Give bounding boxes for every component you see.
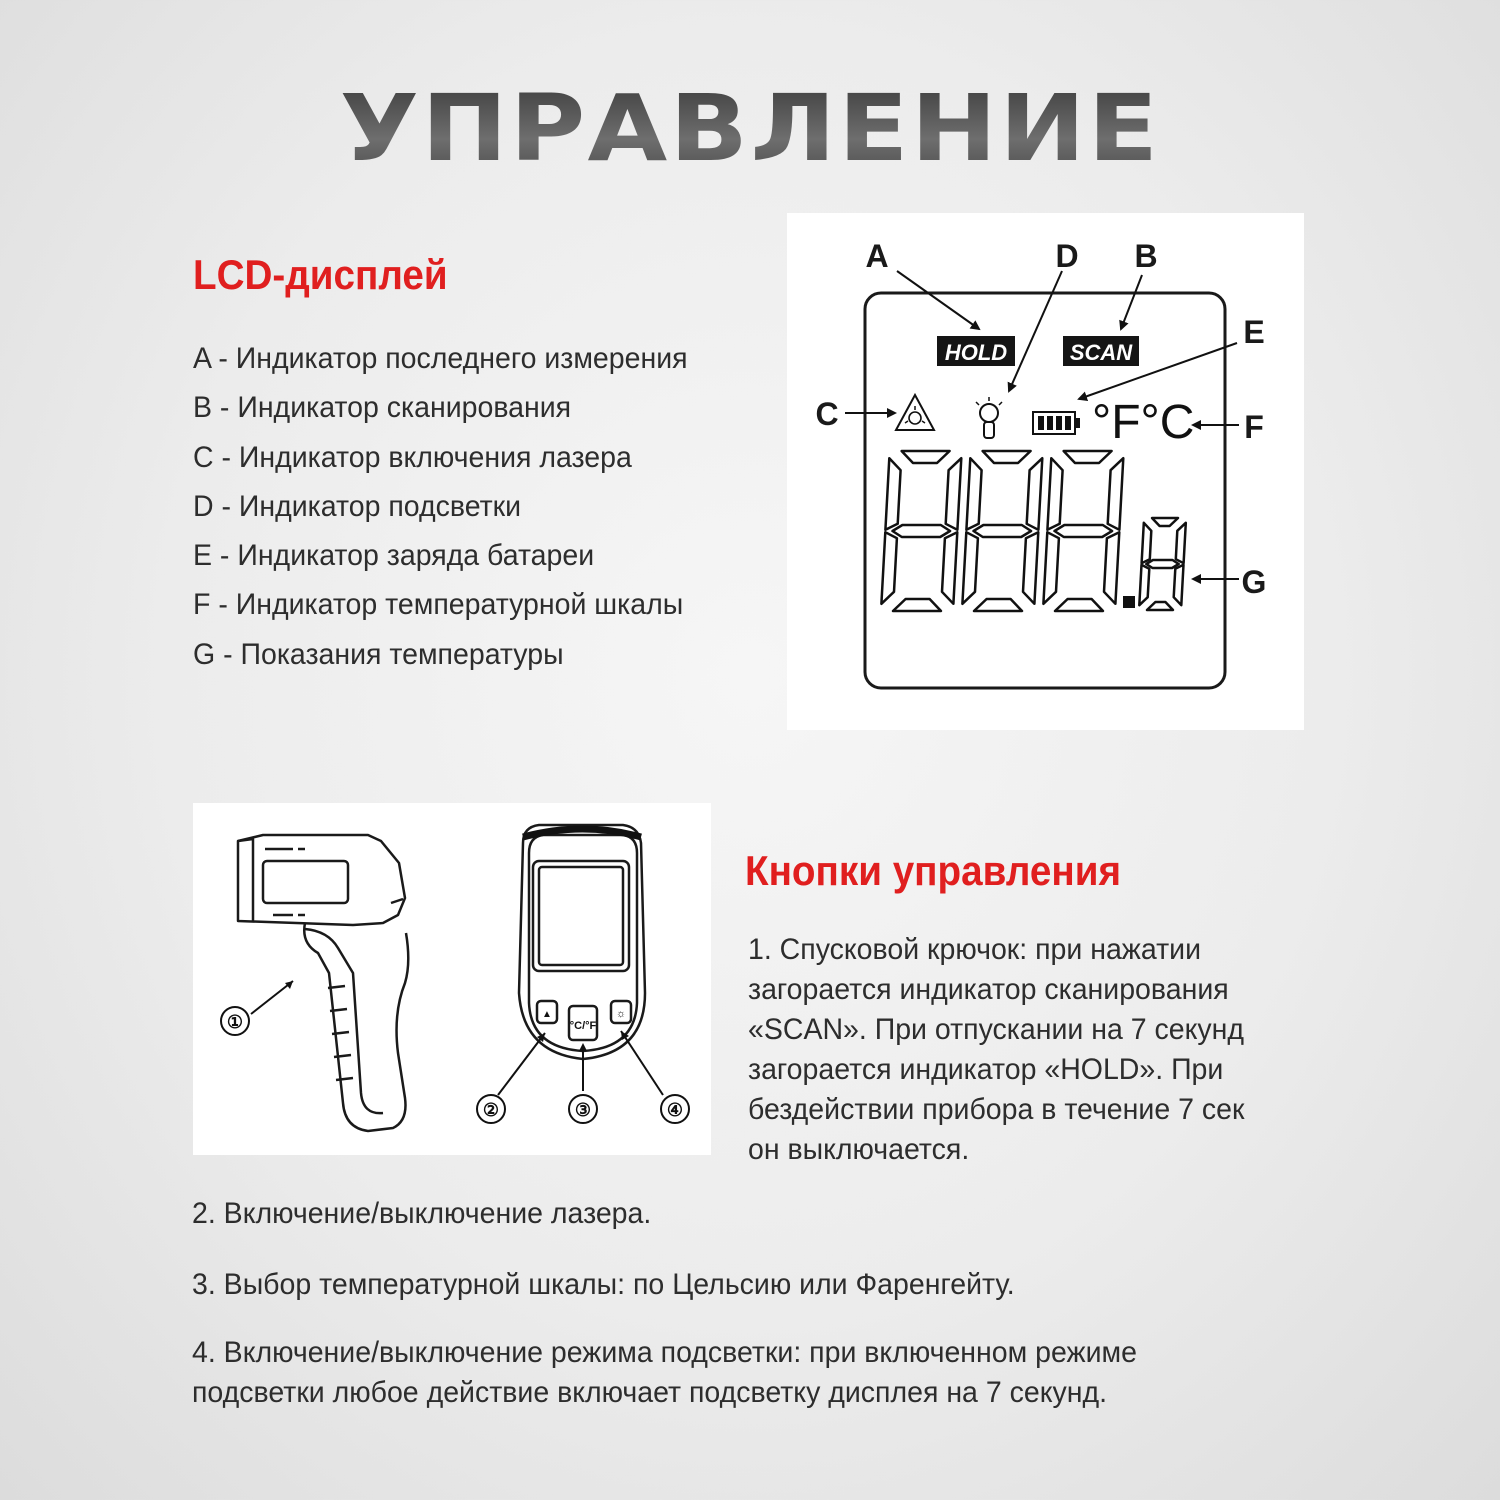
button-item-1-line: «SCAN». При отпускании на 7 секунд: [748, 1013, 1245, 1046]
button-item-2: 2. Включение/выключение лазера.: [192, 1197, 652, 1230]
hold-badge: HOLD: [944, 340, 1008, 365]
callout-e: E: [1243, 314, 1265, 350]
lcd-segment: [974, 599, 1022, 611]
button-item-1-line: 1. Спусковой крючок: при нажатии: [748, 933, 1202, 966]
backlight-button-icon: ☼: [615, 1008, 627, 1020]
laser-warning-icon: [896, 395, 934, 430]
lcd-segment: [893, 599, 941, 611]
lcd-decimal-point: [1123, 596, 1135, 608]
unit-button-label: °C/°F: [569, 1020, 597, 1032]
lcd-segment: [962, 532, 978, 604]
lcd-segment: [1174, 565, 1184, 605]
button-item-4-line: подсветки любое действие включает подсветку дисплея на 7 секунд.: [192, 1376, 1108, 1409]
marker-4: ④: [666, 1100, 684, 1120]
lcd-segment: [942, 532, 957, 604]
lcd-segment: [1043, 532, 1059, 604]
lcd-screen-frame: [865, 293, 1225, 688]
arrow-marker-1: [251, 981, 293, 1014]
lcd-segment: [1064, 451, 1112, 463]
lcd-segment: [966, 458, 981, 530]
arrow-d: [1009, 271, 1062, 391]
lcd-segment: [881, 532, 897, 604]
marker-3: ③: [574, 1100, 592, 1120]
arrow-b: [1121, 275, 1142, 329]
lcd-segment: [1023, 532, 1038, 604]
legend-item-a: A - Индикатор последнего измерения: [193, 342, 688, 375]
lcd-segment: [1139, 565, 1149, 605]
lcd-segment: [1055, 599, 1103, 611]
marker-1: ①: [226, 1012, 244, 1032]
lcd-diagram: [787, 213, 1304, 730]
callout-g: G: [1241, 564, 1267, 600]
lcd-segment: [1104, 532, 1119, 604]
legend-item-d: D - Индикатор подсветки: [193, 489, 522, 523]
temperature-digits: [881, 451, 1185, 611]
device-illustration-panel: [193, 803, 711, 1155]
lcd-segment: [1027, 458, 1043, 530]
battery-icon: [1033, 412, 1080, 434]
lcd-legend-list: [193, 334, 714, 679]
lcd-segment: [885, 458, 900, 530]
arrow-a: [897, 271, 979, 329]
callout-b: B: [1134, 238, 1158, 274]
button-item-1: [748, 930, 1244, 1170]
button-item-1-line: он выключается.: [748, 1133, 970, 1166]
laser-button-icon: ▲: [542, 1009, 552, 1020]
button-item-1-line: бездействии прибора в течение 7 сек: [748, 1093, 1245, 1126]
lcd-segment: [1047, 458, 1062, 530]
callout-f: F: [1244, 409, 1264, 445]
legend-item-g: G - Показания температуры: [193, 637, 564, 671]
device-illustration: [193, 803, 711, 1155]
legend-item-e: E - Индикатор заряда батареи: [193, 539, 595, 573]
lcd-segment: [974, 525, 1032, 537]
lcd-segment: [983, 451, 1031, 463]
legend-item-b: B - Индикатор сканирования: [193, 391, 572, 425]
scan-badge: SCAN: [1069, 340, 1133, 365]
button-item-1-line: загорается индикатор сканирования: [748, 973, 1229, 1006]
lcd-segment: [1176, 523, 1186, 563]
lcd-segment: [1152, 518, 1178, 526]
lcd-segment: [1055, 525, 1113, 537]
thermometer-side-view: [238, 835, 408, 1131]
lcd-section-title: LCD-дисплей: [193, 251, 448, 298]
legend-item-f: F - Индикатор температурной шкалы: [193, 588, 684, 622]
lcd-segment: [902, 451, 950, 463]
legend-item-c: C - Индикатор включения лазера: [193, 440, 632, 474]
button-item-4-line: 4. Включение/выключение режима подсветки: при включенном режиме: [192, 1336, 1137, 1369]
page-title: УПРАВЛЕНИЕ: [0, 75, 1500, 182]
lcd-segment: [1108, 458, 1124, 530]
lcd-segment: [1146, 560, 1178, 568]
callout-d: D: [1055, 238, 1079, 274]
lcd-segment: [893, 525, 951, 537]
button-item-4: [192, 1333, 1137, 1413]
temperature-unit-indicator: °F°C: [1092, 396, 1195, 449]
lcd-segment: [946, 458, 962, 530]
button-item-3: 3. Выбор температурной шкалы: по Цельсию или Фаренгейту.: [192, 1268, 1015, 1301]
lcd-segment: [1147, 602, 1173, 610]
button-item-1-line: загорается индикатор «HOLD». При: [748, 1053, 1224, 1086]
lcd-segment: [1142, 523, 1152, 563]
backlight-bulb-icon: [976, 397, 1002, 438]
marker-2: ②: [482, 1100, 500, 1120]
lcd-diagram-panel: [787, 213, 1304, 730]
callout-a: A: [865, 238, 889, 274]
callout-c: C: [815, 396, 839, 432]
buttons-section-title: Кнопки управления: [745, 847, 1122, 894]
